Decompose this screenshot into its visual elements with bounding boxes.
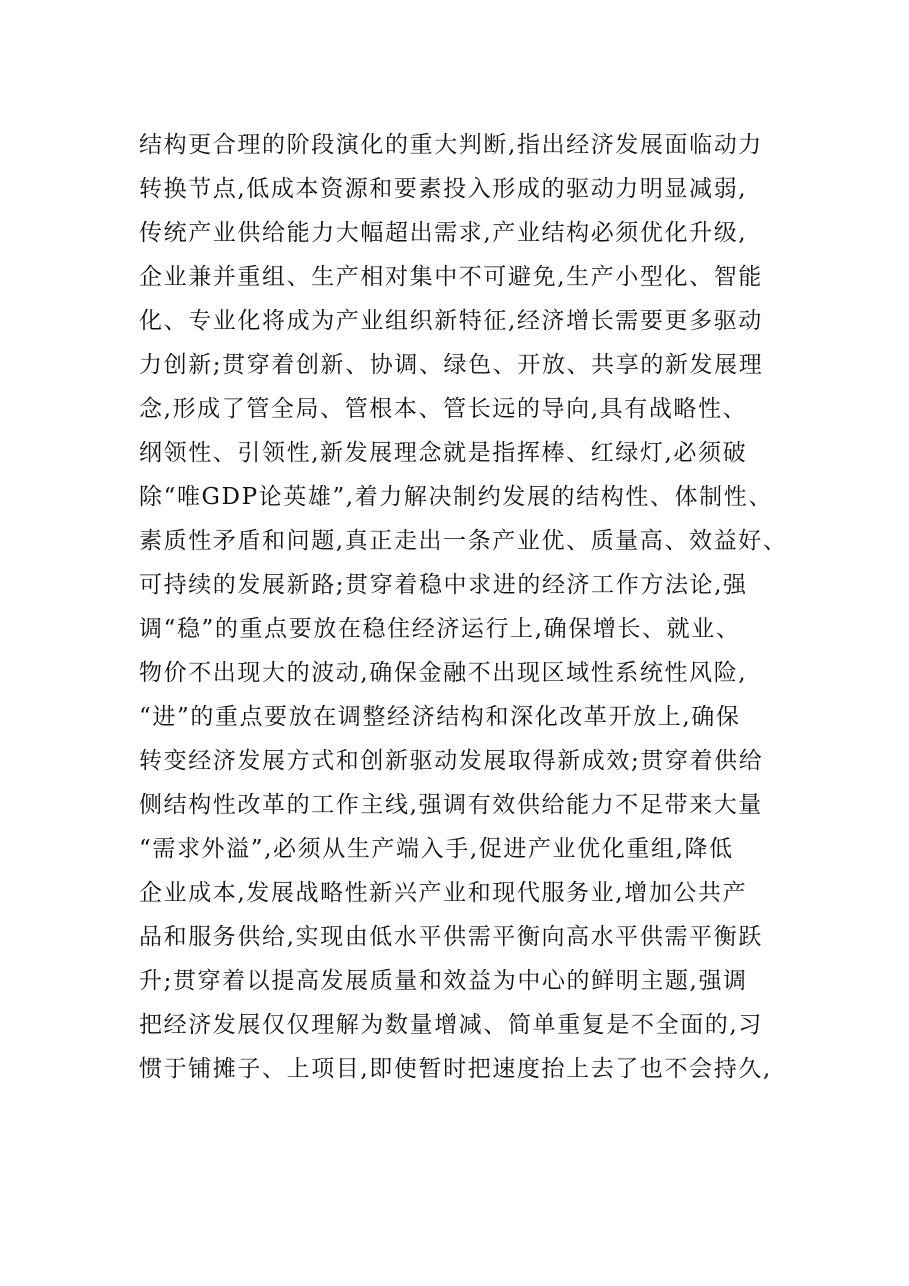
text-line: “需求外溢”,必须从生产端入手,促进产业优化重组,降低	[139, 836, 734, 862]
text-line: 物价不出现大的波动,确保金融不出现区域性系统性风险,	[139, 660, 748, 686]
text-line: 纲领性、引领性,新发展理念就是指挥棒、红绿灯,必须破	[139, 440, 748, 466]
text-line: 除“唯GDP论英雄”,着力解决制约发展的结构性、体制性、	[139, 484, 773, 510]
text-line: 品和服务供给,实现由低水平供需平衡向高水平供需平衡跃	[139, 924, 763, 950]
text-line: 企业兼并重组、生产相对集中不可避免,生产小型化、智能	[139, 264, 763, 290]
text-line: 调“稳”的重点要放在稳住经济运行上,确保增长、就业、	[139, 616, 741, 642]
text-line: 把经济发展仅仅理解为数量增减、简单重复是不全面的,习	[139, 1012, 763, 1038]
text-line: 素质性矛盾和问题,真正走出一条产业优、质量高、效益好、	[139, 528, 788, 554]
text-line: 化、专业化将成为产业组织新特征,经济增长需要更多驱动	[139, 308, 763, 334]
text-line: 可持续的发展新路;贯穿着稳中求进的经济工作方法论,强	[139, 572, 748, 598]
text-line: 侧结构性改革的工作主线,强调有效供给能力不足带来大量	[139, 792, 763, 818]
text-line: 升;贯穿着以提高发展质量和效益为中心的鲜明主题,强调	[139, 968, 748, 994]
text-line: 结构更合理的阶段演化的重大判断,指出经济发展面临动力	[139, 132, 763, 158]
text-line: 企业成本,发展战略性新兴产业和现代服务业,增加公共产	[139, 880, 748, 906]
text-line: “进”的重点要放在调整经济结构和深化改革开放上,确保	[139, 704, 741, 730]
text-line: 传统产业供给能力大幅超出需求,产业结构必须优化升级,	[139, 220, 748, 246]
text-line: 念,形成了管全局、管根本、管长远的导向,具有战略性、	[139, 396, 748, 422]
text-line: 惯于铺摊子、上项目,即使暂时把速度抬上去了也不会持久,	[139, 1056, 772, 1082]
body-text	[139, 123, 799, 1091]
text-line: 力创新;贯穿着创新、协调、绿色、开放、共享的新发展理	[139, 352, 764, 378]
text-line: 转变经济发展方式和创新驱动发展取得新成效;贯穿着供给	[139, 748, 764, 774]
text-line: 转换节点,低成本资源和要素投入形成的驱动力明显减弱,	[139, 176, 748, 202]
